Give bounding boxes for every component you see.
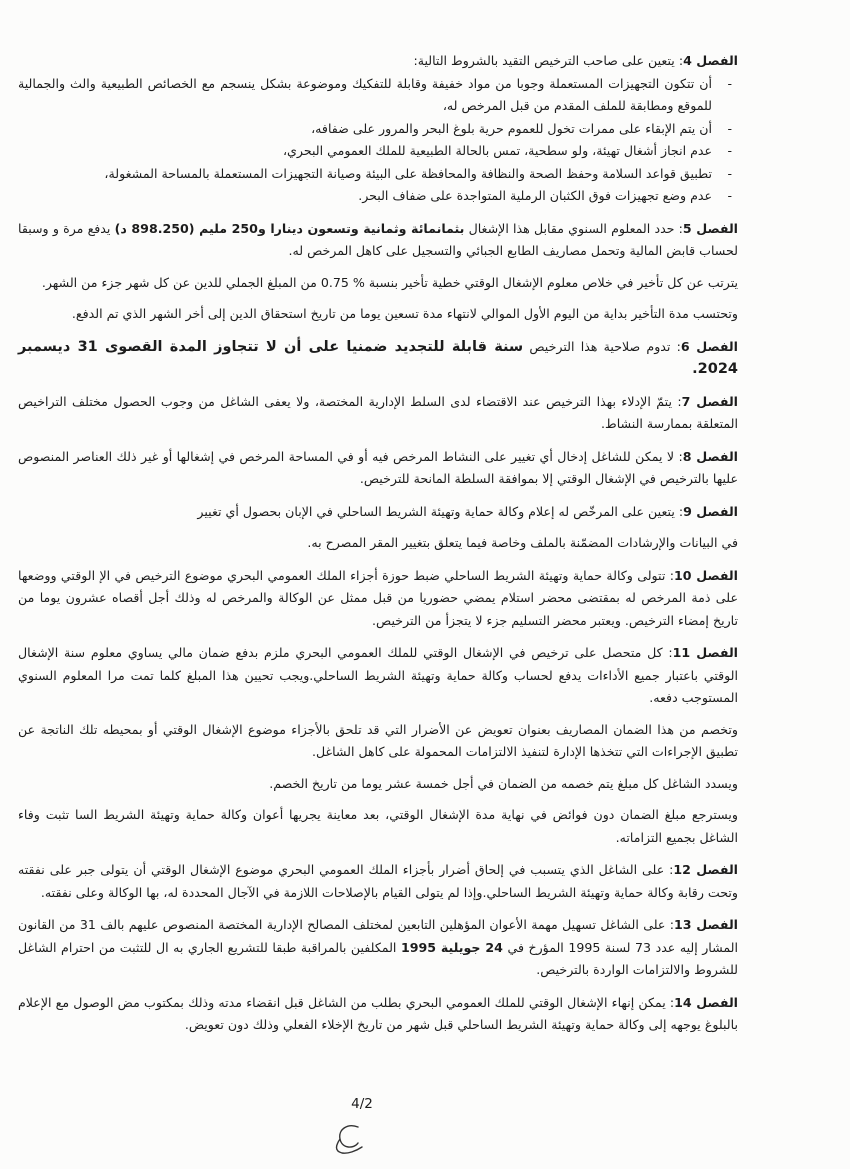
clause-5 [18,218,738,326]
clause-text: : لا يمكن للشاغل إدخال أي تغيير على النشاط المرخص فيه أو في المساحة المرخص في إشغالها أو غير ذلك العناصر المنصوص عليها بالترخيص في الإشغال الوقتي إلا بموافقة السلطة المانحة للترخيص. [18,448,738,486]
fee-amount: بثمانمائة وثمانية وتسعون دينارا و250 مليم (898.250 د) [114,220,465,236]
clause-label: الفصل 11 [672,645,738,660]
initials-mark [318,1119,378,1159]
clause-label: الفصل 14 [674,994,738,1010]
clause-label: الفصل 10 [673,567,738,583]
clause-11 [18,642,738,849]
clause-6 [18,336,738,381]
validity-period: سنة قابلة للتجديد ضمنيا على أن لا تتجاوز المدة القصوى 31 ديسمبر 2024. [18,338,738,377]
clause-paragraph: يترتب عن كل تأخير في خلاص معلوم الإشغال الوقتي خطية تأخير بنسبة % 0.75 من المبلغ الجملي للدين عن كل شهر جزء من الشهر. [41,274,738,290]
clause-text: : يتعين على صاحب الترخيص التقيد بالشروط التالية: [413,53,684,68]
clause-paragraph: وتخصم من هذا الضمان المصاريف بعنوان تعويض عن الأضرار التي قد تلحق بالأجزاء موضوع الإشغال الوقتي أو بمحيطه تلك الناتجة عن تطبيق الإجراءات التي تتخذها الإدارة لتنفيذ الالتزامات المحمولة على كاهل الشاغل. [18,721,738,759]
clause-label: الفصل 8 [682,448,738,464]
list-item: - عدم انجاز أشغال تهيئة، ولو سطحية، تمس بالحالة الطبيعية للملك العمومي البحري، [18,140,712,163]
page-footer [0,1096,850,1112]
clause-text: المكلفين بالمراقبة طبقا للتشريع الجاري به ال للتثبت من احترام الشاغل للشروط والالتزامات الواردة بالترخيص. [18,939,738,977]
clause-text: : يتمّ الإدلاء بهذا الترخيص عند الاقتضاء لدى السلط الإدارية المختصة، ولا يعفى الشاغل من وجوب الحصول مختلف التراخيص المتعلقة بممارسة النشاط. [18,393,738,431]
clause-text: : تدوم صلاحية هذا الترخيص [523,338,681,354]
list-item: - تطبيق قواعد السلامة وحفظ الصحة والنظافة والمحافظة على البيئة وصيانة التجهيزات المستعملة بالمساحة المشغولة، [18,163,712,186]
clause-text: : كل متحصل على ترخيص في الإشغال الوقتي للملك العمومي البحري ملزم بدفع ضمان مالي يساوي معلوم سنة الإشغال الوقتي باعتبار جميع الأداءات يدفع لحساب وكالة حماية وتهيئة الشريط الساحلي.ويجب تحيين هذا المبلغ كلما تمت مرا المعلوم السنوي المستوجب دفعه. [18,645,738,705]
clause-text: : يمكن إنهاء الإشغال الوقتي للملك العمومي البحري بطلب من الشاغل قبل انقضاء مدته وذلك بمكتوب مض الوصول مع الإعلام بالبلوغ يوجهه إلى وكالة حماية وتهيئة الشريط الساحلي قبل شهر من تاريخ الإخلاء الفعلي وذلك دون تعويض. [18,994,738,1032]
clause-14 [18,992,738,1037]
clause-8 [18,446,738,491]
clause-text: : على الشاغل تسهيل مهمة الأعوان المؤهلين التابعين لمختلف المصالح الإدارية المختصة المنصوص عليهم بالف 31 من القانون المشار إليه عدد 73 لسنة 1995 المؤرخ في [18,917,738,955]
clause-label: الفصل 9 [683,503,738,519]
conditions-list [18,73,738,208]
clause-paragraph: في البيانات والإرشادات المضمّنة بالملف وخاصة فيما يتعلق بتغيير المقر المصرح به. [307,535,738,550]
clause-label: الفصل 6 [680,338,738,354]
clause-paragraph: ويسدد الشاغل كل مبلغ يتم خصمه من الضمان في أجل خمسة عشر يوما من تاريخ الخصم. [269,775,738,791]
list-item: - عدم وضع تجهيزات فوق الكثبان الرملية المتواجدة على ضفاف البحر. [18,185,712,208]
law-date: 24 جويلية 1995 [400,939,503,955]
clause-4 [18,50,738,208]
page-number: 4/2 [351,1096,373,1112]
clause-text: : على الشاغل الذي يتسبب في إلحاق أضرار بأجزاء الملك العمومي البحري موضوع الإشغال الوقتي أن يتولى جبر على نفقته وتحت رقابة وكالة حماية وتهيئة الشريط الساحلي.وإذا لم يتولى القيام بالإصلاحات اللازمة في الآجال المحددة له، بها الوكالة وعلى نفقته. [18,862,738,900]
clause-12 [18,859,738,904]
clause-text: : حدد المعلوم السنوي مقابل هذا الإشغال [464,220,683,236]
clause-13 [18,914,738,982]
clause-label: الفصل 5 [682,220,739,236]
clause-9 [18,501,738,555]
clause-label: الفصل 13 [673,917,738,932]
document-body [18,50,738,1047]
list-item: - أن يتم الإبقاء على ممرات تخول للعموم حرية بلوغ البحر والمرور على ضفافه، [18,118,712,141]
clause-text: : تتولى وكالة حماية وتهيئة الشريط الساحلي ضبط حوزة أجزاء الملك العمومي البحري موضوع الترخيص في الإ الوقتي ووضعها على ذمة المرخص له بمقتضى محضر استلام يمضي حضوريا من قبل ممثل عن الوكالة والمرخص له وذلك أجل أقصاه عشرون يوما من تاريخ إمضاء الترخيص. ويعتبر محضر التسليم جزء لا يتجزأ من الترخيص. [18,567,738,628]
clause-paragraph: وتحتسب مدة التأخير بداية من اليوم الأول الموالي لانتهاء مدة تسعين يوما من تاريخ استحقاق الدين إلى أخر الشهر الذي تم الدفع. [71,306,738,321]
clause-paragraph: ويسترجع مبلغ الضمان دون فوائض في نهاية مدة الإشغال الوقتي، بعد معاينة يجريها أعوان وكالة حماية وتهيئة الشريط السا تثبت وفاء الشاغل بجميع التزاماته. [18,807,738,845]
clause-text: : يتعين على المرخّص له إعلام وكالة حماية وتهيئة الشريط الساحلي في الإبان بحصول أي تغيير [197,503,684,519]
clause-text: يدفع مرة و وسبقا لحساب قابض المالية وتحمل مصاريف الطابع الجبائي والتسجيل على كاهل المرخص له. [18,220,738,258]
clause-10 [18,565,738,633]
clause-label: الفصل 4 [683,53,738,68]
clause-label: الفصل 12 [673,862,738,877]
list-item: - أن تتكون التجهيزات المستعملة وجوبا من مواد خفيفة وقابلة للتفكيك وموضوعة بشكل ينسجم مع الخصائص الطبيعية والث والجمالية للموقع ومطابقة للملف المقدم من قبل المرخص له، [18,73,712,118]
clause-7 [18,391,738,436]
clause-label: الفصل 7 [681,393,738,409]
